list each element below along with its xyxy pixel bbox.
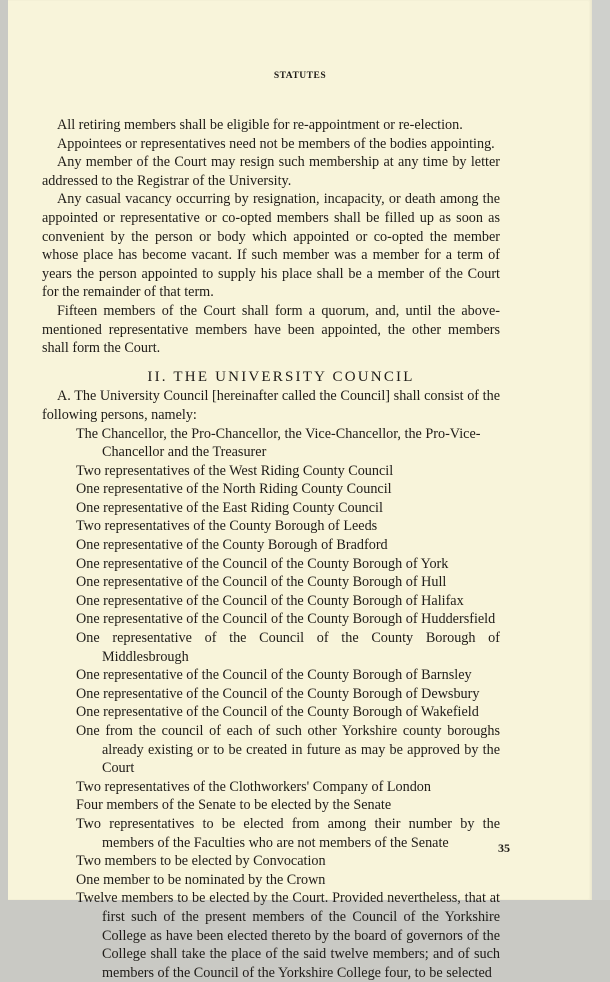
list-item: Four members of the Senate to be elected by the Senate (46, 796, 500, 815)
list-item: One representative of the Council of the County Borough of Huddersfield (46, 610, 500, 629)
section-intro: A. The University Council [hereinafter called the Council] shall consist of the following persons, namely: (42, 387, 500, 424)
paragraph-appointees: Appointees or representatives need not be members of the bodies appointing. (42, 135, 500, 154)
body-text (42, 116, 500, 982)
list-item: One representative of the Council of the County Borough of Barnsley (46, 666, 500, 685)
list-item: Two representatives of the West Riding County Council (46, 462, 500, 481)
list-item: One representative of the East Riding County Council (46, 499, 500, 518)
list-item: Two representatives to be elected from among their number by the members of the Faculties who are not members of the Senate (46, 815, 500, 852)
section-title: II. THE UNIVERSITY COUNCIL (42, 368, 500, 387)
paragraph-resignation: Any member of the Court may resign such membership at any time by letter addressed to the Registrar of the University. (42, 153, 500, 190)
paragraph-casual-vacancy: Any casual vacancy occurring by resignation, incapacity, or death among the appointed or representative or co-opted members shall be filled up as soon as convenient by the person or body which appointed or co-opted the member whose place has become vacant. If such member was a member for a term of years the person appointed to supply his place shall be a member of the Court for the remainder of that term. (42, 190, 500, 302)
document-page (8, 0, 592, 900)
list-item: One representative of the Council of the County Borough of Middlesbrough (46, 629, 500, 666)
list-item: One representative of the North Riding County Council (46, 480, 500, 499)
list-item: Twelve members to be elected by the Court. Provided nevertheless, that at first such of the present members of the Council of the Yorkshire College as have been elected thereto by the board of governors of the College shall take the place of the said twelve members; and of such members of the Council of the Yorkshire College four, to be selected (46, 889, 500, 982)
list-item: The Chancellor, the Pro-Chancellor, the Vice-Chancellor, the Pro-Vice-Chancellor and the Treasurer (46, 425, 500, 462)
list-item: Two representatives of the Clothworkers' Company of London (46, 778, 500, 797)
list-item: One representative of the Council of the County Borough of Hull (46, 573, 500, 592)
list-item: One member to be nominated by the Crown (46, 871, 500, 890)
paragraph-quorum: Fifteen members of the Court shall form a quorum, and, until the above-mentioned representative members have been appointed, the other members shall form the Court. (42, 302, 500, 358)
council-members-list (42, 425, 500, 982)
list-item: One representative of the Council of the County Borough of Wakefield (46, 703, 500, 722)
running-head: STATUTES (8, 71, 592, 81)
list-item: Two representatives of the County Borough of Leeds (46, 517, 500, 536)
list-item: One representative of the County Borough of Bradford (46, 536, 500, 555)
page-number: 35 (498, 841, 510, 856)
list-item: One representative of the Council of the County Borough of Dewsbury (46, 685, 500, 704)
list-item: One representative of the Council of the County Borough of York (46, 555, 500, 574)
page-edge (592, 0, 610, 900)
list-item: One representative of the Council of the County Borough of Halifax (46, 592, 500, 611)
paragraph-eligibility: All retiring members shall be eligible for re-appointment or re-election. (42, 116, 500, 135)
list-item: Two members to be elected by Convocation (46, 852, 500, 871)
list-item: One from the council of each of such other Yorkshire county boroughs already existing or to be created in future as may be approved by the Court (46, 722, 500, 778)
